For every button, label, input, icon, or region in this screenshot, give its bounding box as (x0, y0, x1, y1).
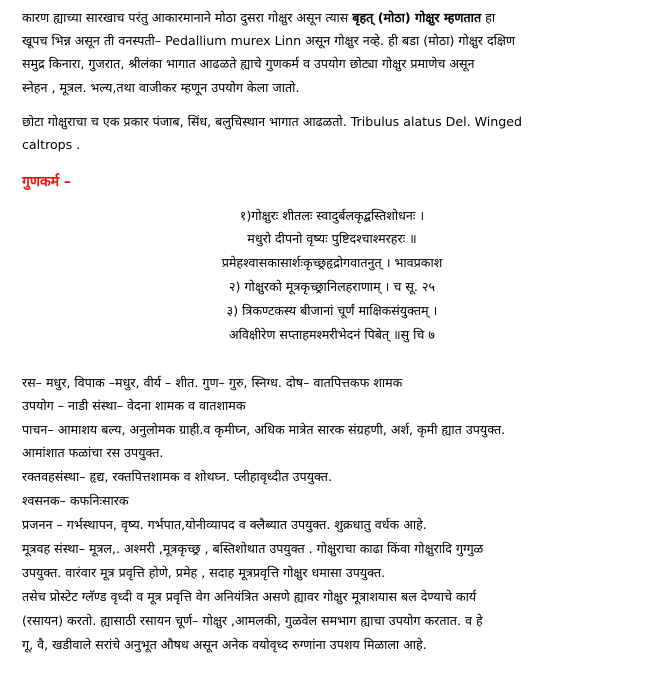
intro-text: कारण ह्याच्या सारखाच परंतु आकारमानाने मोठा दुसरा गोक्षुर असून त्यास (22, 10, 353, 25)
verse-line: २) गोक्षुरको मूत्रकृच्छ्रानिलहराणाम् । च सू. २५ (229, 279, 435, 294)
property-line: गू, वै, खडीवाले सरांचे अनुभूत औषध असून अनेक वयोवृध्द रुग्णांना उपशय मिळाला आहे. (22, 637, 427, 652)
verse-line: प्रमेहश्वासकासार्शःकृच्छ्रहृद्रोगवातनुत् । भावप्रकाश (221, 255, 443, 270)
intro-line-2: खूपच भिन्न असून ती वनस्पती– Pedallium murex Linn असून गोक्षुर नव्हे. ही बडा (मोठा) गोक्षुर दक्षिण (22, 33, 516, 48)
verse-line: ३) त्रिकण्टकस्य बीजानां चूर्णं माक्षिकसंयुक्तम् । (226, 303, 438, 318)
property-line: पाचन– आमाशय बल्य, अनुलोमक ग्राही.व कृमीघ्न, अधिक मात्रेत सारक संग्रहणी, अर्श, कृमी ह्यात उपयुक्त. (22, 422, 506, 437)
property-line: रक्तवहसंस्था– हृद्य, रक्तपित्तशामक व शोथघ्न. प्लीहावृध्दीत उपयुक्त. (22, 469, 332, 484)
intro-line-1 (22, 7, 495, 29)
intro-text: हा (481, 10, 496, 25)
small-gokshur-line-2: caltrops . (22, 137, 81, 152)
intro-line-3: समुद्र किनारा, गुजरात, श्रीलंका भागात आढळते ह्याचे गुणकर्म व उपयोग छोट्या गोक्षुर प्रमाणेच असून (22, 56, 475, 71)
property-line: श्वसनक– कफनिःसारक (22, 493, 129, 508)
property-line: रस– मधुर, विपाक –मधुर, वीर्य – शीत. गुण– गुरु, स्निग्ध. दोष– वातपित्तकफ शामक (22, 375, 403, 390)
section-heading-gunakarma: गुणकर्म – (22, 174, 72, 190)
verse-line: १)गोक्षुरः शीतलः स्वादुर्बलकृद्बस्तिशोधनः । (239, 208, 425, 223)
verse-line: अविक्षीरेण सप्ताहमश्मरीभेदनं पिबेत् ॥सु चि ७ (229, 327, 435, 342)
property-line: उपयोग – नाडी संस्था– वेदना शामक व वातशामक (22, 398, 246, 413)
property-line: (रसायन) करतो. ह्यासाठी रसायन चूर्ण– गोक्षुर ,आमलकी, गुळवेल समभाग ह्याचा उपयोग करतात. व हे (22, 613, 483, 628)
verse-line: मधुरो दीपनो वृष्यः पुष्टिदश्चाश्मरहरः ॥ (247, 231, 417, 246)
property-line: तसेच प्रोस्टेट ग्लॅण्ड वृध्दी व मूत्र प्रवृत्ति वेग अनियंत्रित असणे ह्यावर गोक्षुर मूत्राशयास बल देण्याचे कार्य (22, 589, 477, 604)
property-line: उपयुक्त. वारंवार मूत्र प्रवृत्ति होणे, प्रमेह , सदाह मूत्रप्रवृत्ति गोक्षुर धमासा उपयुक्त. (22, 565, 386, 580)
intro-line-4: स्नेहन , मूत्रल. भल्य,तथा वाजीकर म्हणून उपयोग केला जातो. (22, 80, 300, 95)
property-line: आमांशात फळांचा रस उपयुक्त. (22, 445, 164, 460)
property-line: प्रजनन – गर्भस्थापन, वृष्य. गर्भपात,योनीव्यापद व क्लैब्यात उपयुक्त. शुक्रधातु वर्धक आहे. (22, 517, 427, 532)
small-gokshur-line-1: छोटा गोक्षुराचा च एक प्रकार पंजाब, सिंध, बलुचिस्थान भागात आढळतो. Tribulus alatus Del. Winged (22, 114, 523, 129)
property-line: मूत्रवह संस्था– मूत्रल,. अश्मरी ,मूत्रकृच्छ्र , बस्तिशोथात उपयुक्त . गोक्षुराचा काढा किंवा गोक्षुरादि गुग्गुळ (22, 541, 484, 556)
brihat-gokshur-term: बृहत् (मोठा) गोक्षुर म्हणतात (352, 10, 482, 25)
